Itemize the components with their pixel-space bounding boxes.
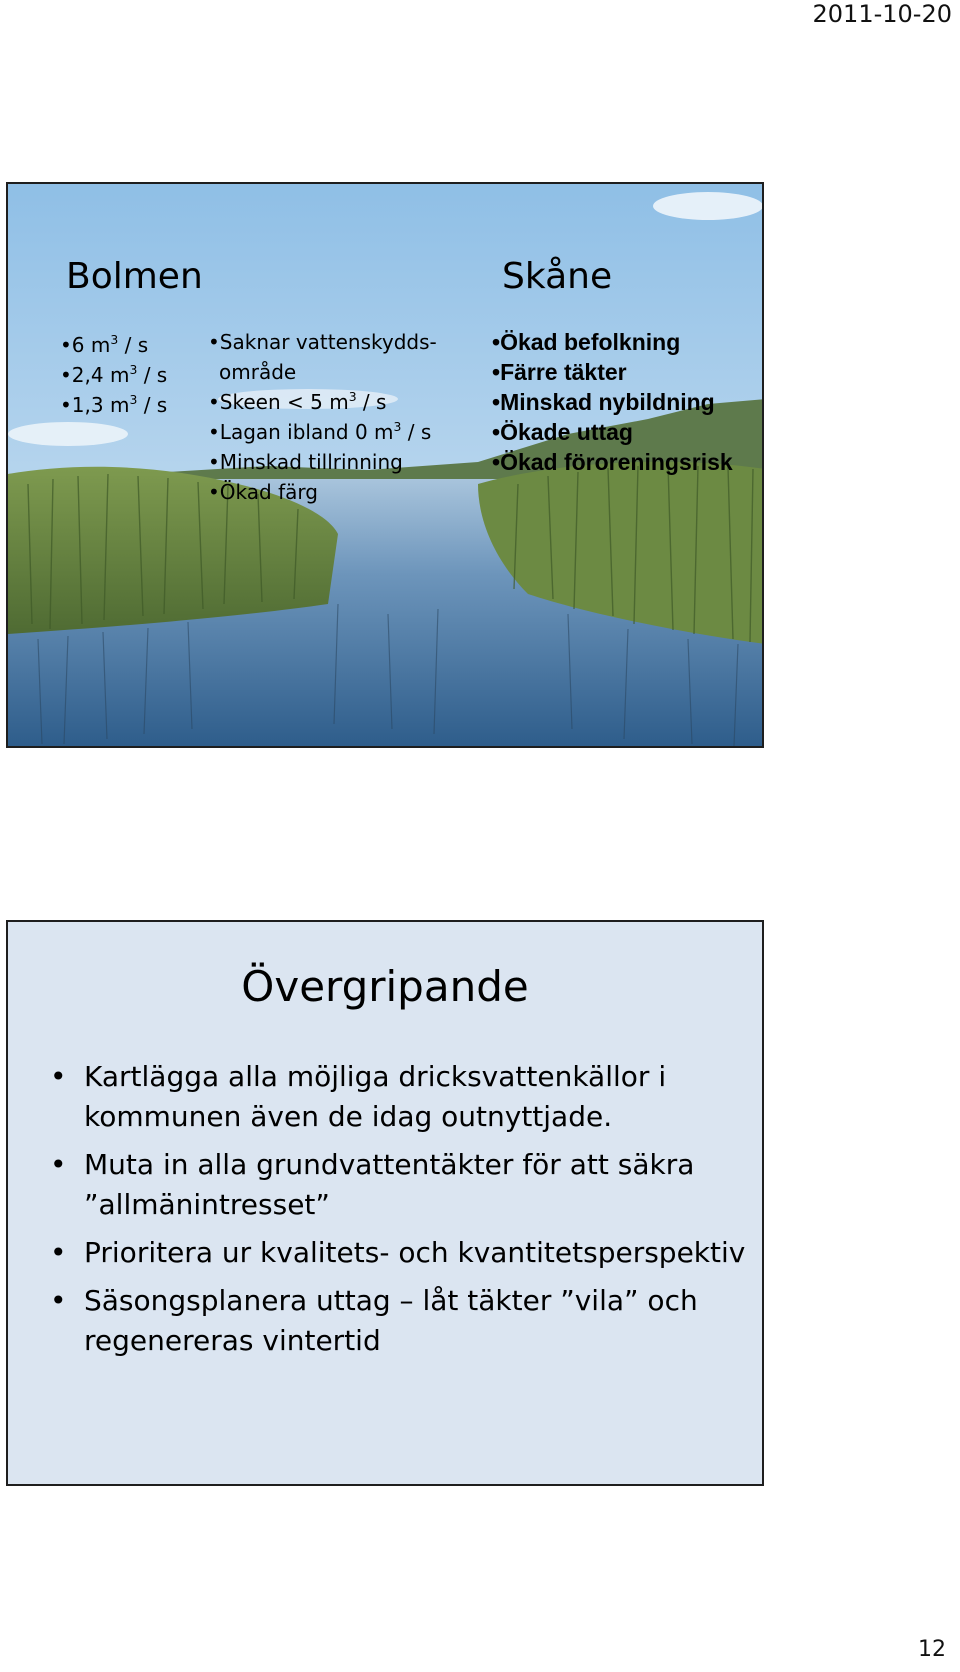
skane-item: •Ökad föroreningsrisk <box>492 449 733 475</box>
skane-item: •Ökade uttag <box>492 419 633 445</box>
slide-title: Övergripande <box>241 962 529 1011</box>
skane-list <box>492 327 733 477</box>
slide-lake-photo <box>6 182 764 748</box>
bullet-item: • Prioritera ur kvalitets- och kvantitetsperspektiv <box>50 1233 750 1273</box>
bolmen-item: •Saknar vattenskydds- <box>208 330 437 354</box>
header-date: 2011-10-20 <box>812 0 952 28</box>
bolmen-item: •Ökad färg <box>208 480 318 504</box>
flow-list <box>60 330 167 420</box>
flow-item: •2,4 $m^3$ / s <box>60 361 168 387</box>
bolmen-item: •Lagan ibland 0 $m^3$ / s <box>208 418 432 444</box>
slide-overview <box>6 920 764 1486</box>
skane-item: •Färre täkter <box>492 359 627 385</box>
bullet-item: • Säsongsplanera uttag – låt täkter ”vila” och regenereras vintertid <box>50 1281 750 1361</box>
bullet-item: • Muta in alla grundvattentäkter för att säkra ”allmänintresset” <box>50 1145 750 1225</box>
title-skane: Skåne <box>502 256 613 297</box>
skane-item: •Ökad befolkning <box>492 329 681 355</box>
page-number: 12 <box>918 1637 946 1662</box>
flow-item: •1,3 $m^3$ / s <box>60 391 168 417</box>
skane-item: •Minskad nybildning <box>492 389 715 415</box>
bolmen-item-continued: område <box>219 360 297 384</box>
flow-item: •6 $m^3$ / s <box>60 331 149 357</box>
overview-bullet-list <box>50 1057 750 1369</box>
bolmen-item: •Skeen < 5 $m^3$ / s <box>208 388 387 414</box>
bolmen-list <box>208 327 437 507</box>
bolmen-item: •Minskad tillrinning <box>208 450 403 474</box>
bullet-item: • Kartlägga alla möjliga dricksvattenkällor i kommunen även de idag outnyttjade. <box>50 1057 750 1137</box>
title-bolmen: Bolmen <box>66 256 203 297</box>
